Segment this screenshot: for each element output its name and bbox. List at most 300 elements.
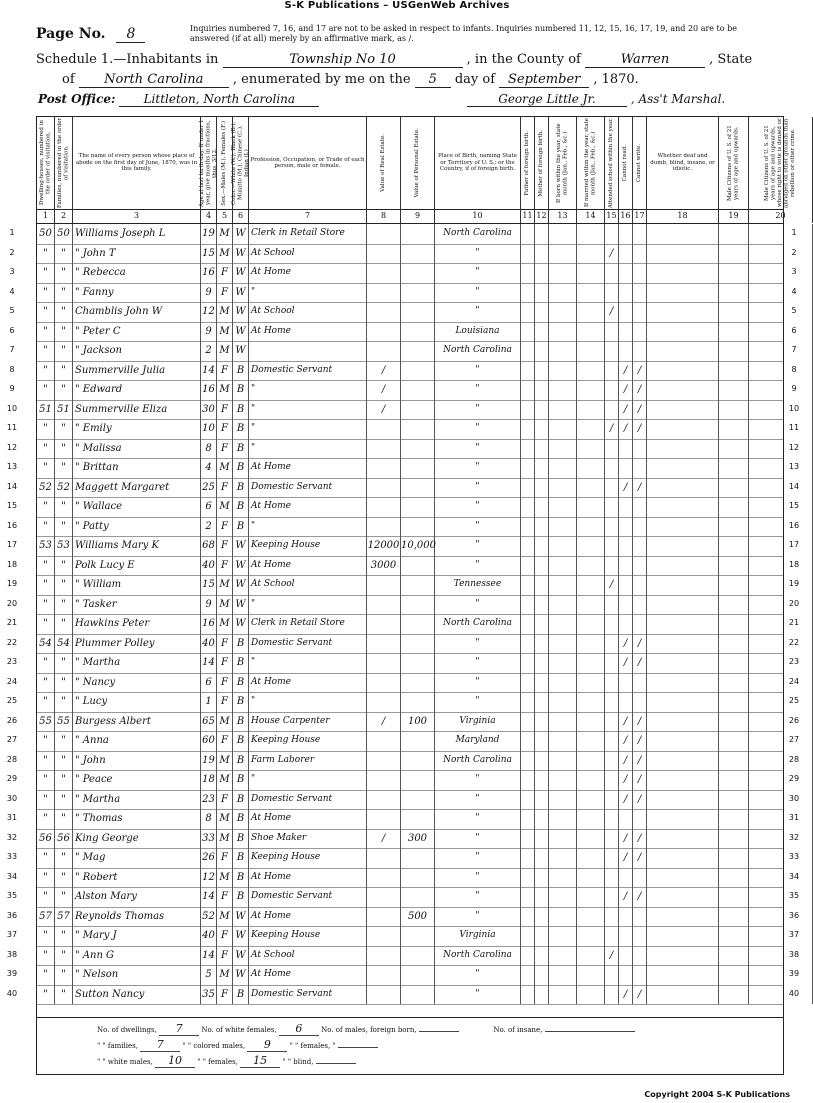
table-cell: / [619,712,633,732]
line-number-right: 6 [791,325,797,335]
table-cell [367,302,401,322]
table-cell: 60 [201,731,217,751]
table-cell [535,322,549,342]
column-header-label: Color.—White (W.), Black (B.), Mulatto (M.), Chinese (C.), Indian (I.) [230,121,250,205]
table-cell: " [249,517,367,537]
table-cell [549,517,577,537]
table-cell [633,224,647,244]
table-cell: B [233,673,249,693]
table-cell [521,263,535,283]
table-row [37,653,783,674]
table-cell: 53 [55,536,73,556]
table-cell: North Carolina [435,224,521,244]
table-cell: Virginia [435,712,521,732]
table-cell [367,458,401,478]
column-header-label: Mother of foreign birth. [538,129,545,197]
table-cell [549,731,577,751]
copyright: Copyright 2004 S-K Publications [644,1090,790,1099]
table-cell: " [37,926,55,946]
table-cell: / [619,731,633,751]
table-cell: Williams Joseph L [73,224,201,244]
table-cell [401,985,435,1005]
table-cell: " [435,907,521,927]
table-cell: F [217,400,233,420]
table-cell [401,770,435,790]
table-cell [647,907,719,927]
column-header-label: Cannot read. [622,144,629,182]
line-number-right: 21 [788,618,800,627]
column-number: 3 [73,209,201,223]
column-number: 13 [549,209,577,223]
line-number-right: 31 [788,813,800,822]
table-cell [367,575,401,595]
white-males-value: 10 [155,1054,195,1068]
table-row [37,263,783,284]
table-cell [521,224,535,244]
table-cell: 16 [201,380,217,400]
line-number-right: 7 [791,345,797,354]
table-cell [719,653,749,673]
table-cell: " [37,809,55,829]
table-cell: 6 [201,497,217,517]
column-header-6 [230,117,250,209]
table-row [37,965,783,986]
table-cell [535,419,549,439]
table-cell: " [55,965,73,985]
table-cell: F [217,692,233,712]
table-cell [719,380,749,400]
column-number: 19 [719,209,749,223]
table-cell: F [217,439,233,459]
line-number-left: 1 [9,228,15,237]
table-cell [605,283,619,303]
table-cell: 2 [201,517,217,537]
table-cell [605,887,619,907]
table-cell: 68 [201,536,217,556]
table-cell: At School [249,946,367,966]
table-cell [549,673,577,693]
table-cell: " [55,790,73,810]
line-number-right: 2 [791,247,797,257]
table-cell [401,283,435,303]
table-cell [549,244,577,264]
table-cell: B [233,692,249,712]
table-cell: " [435,302,521,322]
table-cell [619,497,633,517]
table-cell: " [55,887,73,907]
table-cell [749,751,813,771]
table-cell: " John [73,751,201,771]
table-cell: " [37,946,55,966]
table-cell: " [249,692,367,712]
table-cell: " [435,458,521,478]
table-cell [577,517,605,537]
column-header-label: Attended school within the year. [608,117,615,209]
table-cell [647,673,719,693]
table-row [37,556,783,577]
table-cell: W [233,556,249,576]
table-cell [367,283,401,303]
table-cell [719,478,749,498]
table-cell: " [37,770,55,790]
table-cell: " [37,887,55,907]
table-cell [521,770,535,790]
page-label: Page No. [36,26,106,42]
table-cell: " [435,478,521,498]
table-cell [605,322,619,342]
table-cell: " Nancy [73,673,201,693]
table-cell [535,926,549,946]
table-cell: At Home [249,556,367,576]
table-cell: " Fanny [73,283,201,303]
table-cell [549,595,577,615]
table-cell [549,419,577,439]
table-row [37,829,783,850]
line-number-left: 26 [6,715,18,725]
table-cell: / [619,848,633,868]
table-cell: B [233,809,249,829]
line-number-left: 19 [6,579,18,588]
table-cell [619,575,633,595]
table-cell [719,985,749,1005]
table-cell: / [619,829,633,849]
table-cell: " [37,361,55,381]
table-cell: M [217,458,233,478]
table-cell [521,653,535,673]
table-cell [535,400,549,420]
table-cell: North Carolina [435,614,521,634]
line-number-left: 7 [9,345,15,354]
table-cell: Summerville Julia [73,361,201,381]
column-header-label: Families, numbered in the order of visitation. [57,117,70,209]
table-cell: " [37,380,55,400]
table-cell: At Home [249,458,367,478]
inquiry-note: Inquiries numbered 7, 16, and 17 are not to be asked in respect to infants. Inquiries numbered 11, 12, 15, 16, 17, 19, and 20 are to be answered (if at all) merely by an affirmative mark, as /. [190,24,737,43]
table-cell [719,751,749,771]
table-cell: M [217,244,233,264]
table-cell [749,283,813,303]
line-number-right: 29 [788,774,800,783]
table-cell: Tennessee [435,575,521,595]
table-cell [577,829,605,849]
table-cell [647,302,719,322]
line-number-right: 33 [788,852,800,861]
colored-females-value: 15 [240,1054,280,1068]
table-cell: F [217,263,233,283]
table-cell [577,341,605,361]
table-cell: M [217,829,233,849]
table-cell: / [605,946,619,966]
table-cell [521,556,535,576]
table-cell: W [233,244,249,264]
table-cell [401,497,435,517]
table-cell: W [233,595,249,615]
table-cell [619,458,633,478]
table-cell [577,907,605,927]
table-cell [401,458,435,478]
table-cell [749,946,813,966]
table-cell [749,712,813,732]
table-cell [605,809,619,829]
table-cell: / [619,653,633,673]
table-cell: At School [249,244,367,264]
table-cell: Domestic Servant [249,634,367,654]
table-cell: Polk Lucy E [73,556,201,576]
table-cell [521,907,535,927]
column-header-label: Value of Real Estate. [380,134,387,192]
table-cell: 30 [201,400,217,420]
table-cell [749,887,813,907]
table-cell [549,848,577,868]
table-cell: 40 [201,556,217,576]
table-cell: Keeping House [249,536,367,556]
table-cell: M [217,224,233,244]
table-cell [605,829,619,849]
table-cell: " [249,653,367,673]
table-cell [549,614,577,634]
table-cell: W [233,536,249,556]
table-row [37,634,783,655]
table-cell [719,244,749,264]
table-cell [749,770,813,790]
table-cell: " Mag [73,848,201,868]
table-cell [577,419,605,439]
table-cell [647,887,719,907]
column-header-label: Male Citizens of U. S. of 21 years of age and upwards. [727,125,740,201]
table-cell [535,692,549,712]
table-cell [577,556,605,576]
table-cell: " [55,809,73,829]
table-cell [605,985,619,1005]
table-cell [367,263,401,283]
line-number-right: 35 [788,891,800,900]
blind-label: " " blind, [282,1058,314,1066]
table-cell: B [233,868,249,888]
table-cell: " Edward [73,380,201,400]
table-cell [749,361,813,381]
table-cell: " [435,419,521,439]
table-cell: W [233,926,249,946]
table-row [37,302,783,323]
table-cell [605,341,619,361]
table-cell: " [55,439,73,459]
table-cell [619,673,633,693]
table-cell [719,536,749,556]
table-cell: Shoe Maker [249,829,367,849]
line-number-left: 12 [6,442,18,452]
table-cell: " Emily [73,419,201,439]
column-header-17 [633,117,647,209]
table-cell [605,595,619,615]
table-cell: North Carolina [435,751,521,771]
table-cell [605,556,619,576]
table-cell: Domestic Servant [249,478,367,498]
line-number-left: 20 [6,598,18,608]
table-cell [605,926,619,946]
table-cell [577,692,605,712]
column-header-4 [198,117,218,209]
table-cell: At Home [249,965,367,985]
table-cell [605,439,619,459]
table-cell [521,400,535,420]
table-cell [605,770,619,790]
table-cell [605,263,619,283]
marshal-label: , Ass't Marshal. [630,92,726,106]
table-cell: B [233,478,249,498]
table-cell [535,848,549,868]
table-cell: Plummer Polley [73,634,201,654]
table-cell [647,868,719,888]
table-cell [401,400,435,420]
table-cell: " [37,322,55,342]
line-number-right: 27 [788,735,800,744]
table-cell: 16 [201,614,217,634]
table-cell: " [55,673,73,693]
table-cell [749,809,813,829]
table-row [37,322,783,343]
table-cell [647,380,719,400]
table-cell [633,614,647,634]
table-cell: F [217,926,233,946]
column-number: 6 [233,209,249,223]
table-cell: W [233,614,249,634]
table-cell: Burgess Albert [73,712,201,732]
table-cell: 56 [37,829,55,849]
table-cell [549,458,577,478]
females-foreign-value [338,1047,378,1048]
table-cell [647,712,719,732]
table-cell: " [435,517,521,537]
table-cell: M [217,614,233,634]
line-number-left: 13 [6,462,18,471]
table-cell: M [217,751,233,771]
line-number-left: 37 [6,930,18,939]
table-cell: 10 [201,419,217,439]
column-number: 7 [249,209,367,223]
table-cell [749,536,813,556]
table-cell: / [605,575,619,595]
table-cell [401,556,435,576]
table-cell [605,458,619,478]
table-cell [521,575,535,595]
table-cell: " [55,341,73,361]
table-cell: " Mary J [73,926,201,946]
table-cell [367,595,401,615]
table-cell: 55 [37,712,55,732]
table-cell [521,868,535,888]
column-header-8 [367,117,401,209]
table-cell [521,809,535,829]
table-cell [633,263,647,283]
table-cell [549,400,577,420]
table-cell: " [435,634,521,654]
table-row [37,946,783,967]
table-cell [605,692,619,712]
table-cell [633,595,647,615]
table-cell [577,263,605,283]
table-cell: " [435,439,521,459]
table-cell [633,497,647,517]
table-cell [719,497,749,517]
table-cell [401,575,435,595]
table-cell: 14 [201,361,217,381]
table-cell: / [633,478,647,498]
table-cell: / [633,770,647,790]
table-cell: " [435,556,521,576]
table-cell [549,263,577,283]
table-cell [633,907,647,927]
table-cell: / [633,419,647,439]
summary-line-2 [97,1038,378,1052]
table-cell [401,926,435,946]
column-header-label: Place of Birth, naming State or Territory of U. S.; or the Country, if of foreign birth. [438,153,517,173]
table-cell: 57 [55,907,73,927]
table-cell [577,946,605,966]
table-cell [619,595,633,615]
table-cell [749,322,813,342]
line-number-left: 34 [6,871,18,881]
table-cell [647,263,719,283]
table-cell: " [55,751,73,771]
table-cell [549,751,577,771]
table-row [37,731,783,752]
table-cell: 1 [201,692,217,712]
table-cell [367,673,401,693]
table-cell: W [233,907,249,927]
table-cell [549,536,577,556]
table-cell [549,478,577,498]
table-cell [549,965,577,985]
table-cell [549,341,577,361]
table-cell [521,536,535,556]
table-row [37,887,783,908]
column-header-9 [401,117,435,209]
table-cell: Domestic Servant [249,985,367,1005]
table-cell: 57 [37,907,55,927]
table-cell: M [217,712,233,732]
line-number-left: 23 [6,657,18,666]
table-row [37,536,783,557]
table-cell: 33 [201,829,217,849]
column-number: 9 [401,209,435,223]
line-number-left: 21 [6,618,18,627]
table-cell: M [217,497,233,517]
table-cell [401,790,435,810]
table-cell: Maryland [435,731,521,751]
table-cell: / [633,361,647,381]
table-cell: / [633,751,647,771]
county-field: Warren [585,52,705,68]
table-cell [577,361,605,381]
table-cell [647,809,719,829]
table-cell: " Peter C [73,322,201,342]
table-cell [401,517,435,537]
table-cell [401,653,435,673]
table-cell: " [37,517,55,537]
line-number-left: 11 [6,423,18,432]
table-cell [719,361,749,381]
table-cell [647,965,719,985]
table-cell [647,400,719,420]
table-cell [401,868,435,888]
table-cell [521,965,535,985]
table-cell [619,556,633,576]
table-cell [521,848,535,868]
table-cell: " [249,283,367,303]
table-cell [401,322,435,342]
table-cell [605,653,619,673]
column-header-13 [549,117,577,209]
